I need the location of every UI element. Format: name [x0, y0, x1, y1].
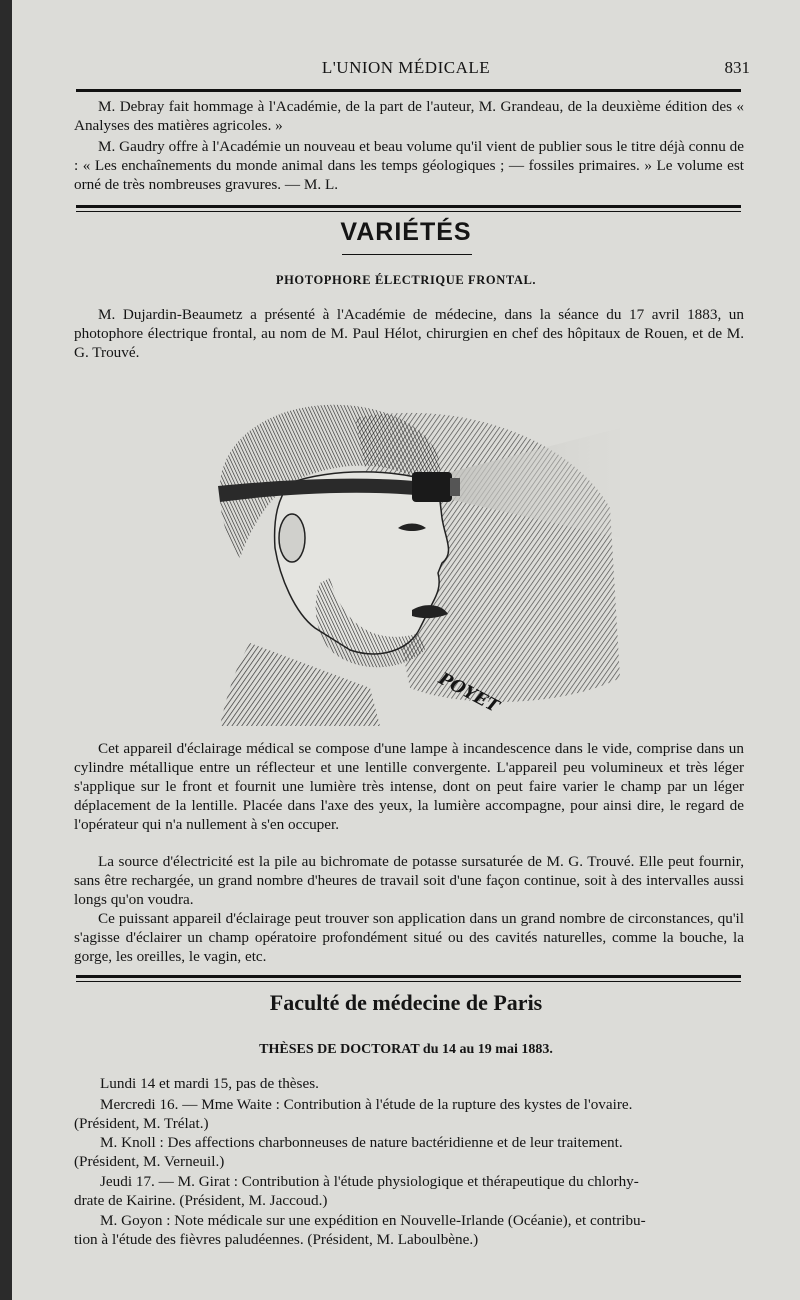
- thesis-line: M. Goyon : Note médicale sur une expédition en Nouvelle-Irlande (Océanie), et contribu-: [100, 1212, 646, 1229]
- article-paragraph-3: La source d'électricité est la pile au bichromate de potasse sursaturée de M. G. Trouvé. Elle peut fournir, sans être rechargée, un grand nombre d'heures de travail soit d'une façon continue, soit à des intervalles aussi longs qu'on voudra.: [74, 853, 744, 908]
- running-title: L'UNION MÉDICALE: [321, 58, 491, 77]
- thesis-line: drate de Kairine. (Président, M. Jaccoud.): [74, 1192, 328, 1209]
- theses-heading: THÈSES DE DOCTORAT du 14 au 19 mai 1883.: [259, 1042, 553, 1057]
- intro-paragraph-1: M. Debray fait hommage à l'Académie, de la part de l'auteur, M. Grandeau, de la deuxième édition des « Analyses des matières agricoles. »: [74, 98, 744, 134]
- journal-page: [12, 0, 800, 1300]
- thesis-line: (Président, M. Verneuil.): [74, 1153, 225, 1170]
- thesis-line: Mercredi 16. — Mme Waite : Contribution à l'étude de la rupture des kystes de l'ovaire.: [100, 1096, 633, 1113]
- article-subtitle: PHOTOPHORE ÉLECTRIQUE FRONTAL.: [275, 273, 537, 287]
- ear: [279, 514, 305, 562]
- section-divider-top: [76, 205, 741, 208]
- section-title-varietes: VARIÉTÉS: [340, 218, 472, 246]
- header-rule: [76, 89, 741, 92]
- page-number: 831: [724, 58, 750, 77]
- section-divider-bottom: [76, 211, 741, 212]
- thesis-line: tion à l'étude des fièvres paludéennes. (Président, M. Laboulbène.): [74, 1231, 479, 1248]
- intro-paragraph-2: M. Gaudry offre à l'Académie un nouveau et beau volume qu'il vient de publier sous le titre déjà connu de : « Les enchaînements du monde animal dans les temps géologiques ; — fossiles primaires. » Le volume est orné de très nombreuses gravures. — M. L.: [74, 138, 744, 193]
- engraving-illustration: [180, 388, 625, 726]
- thesis-line: Jeudi 17. — M. Girat : Contribution à l'étude physiologique et thérapeutique du chlorhy-: [100, 1173, 639, 1190]
- article-paragraph-4: Ce puissant appareil d'éclairage peut trouver son application dans un grand nombre de circonstances, qu'il s'agisse d'éclairer un champ opératoire profondément situé ou des cavités naturelles, comme la bouche, la gorge, les oreilles, le vagin, etc.: [74, 910, 744, 965]
- faculty-divider-bottom: [76, 981, 741, 982]
- article-paragraph-2: Cet appareil d'éclairage médical se compose d'une lampe à incandescence dans le vide, comprise dans un cylindre métallique entre un réflecteur et une lentille convergente. L'appareil peu volumineux et très léger s'applique sur le front et fournit une lumière très intense, dont on peut faire varier le champ par un léger déplacement de la lentille. Placée dans l'axe des yeux, la lumière accompagne, pour ainsi dire, le regard de l'opérateur qui n'a nullement à s'en occuper.: [74, 740, 744, 833]
- page-header: [12, 58, 800, 82]
- title-underline: [342, 254, 472, 255]
- photophore-lamp: [412, 472, 452, 502]
- article-intro-paragraph: M. Dujardin-Beaumetz a présenté à l'Académie de médecine, dans la séance du 17 avril 1883, un photophore électrique frontal, au nom de M. Paul Hélot, chirurgien en chef des hôpitaux de Rouen, et de M. G. Trouvé.: [74, 306, 744, 361]
- faculty-divider-top: [76, 975, 741, 978]
- thesis-line: Lundi 14 et mardi 15, pas de thèses.: [100, 1075, 319, 1092]
- engraver-signature: POYET: [435, 668, 503, 718]
- faculty-title: Faculté de médecine de Paris: [269, 990, 543, 1015]
- thesis-line: M. Knoll : Des affections charbonneuses de nature bactéridienne et de leur traitement.: [100, 1134, 623, 1151]
- thesis-line: (Président, M. Trélat.): [74, 1115, 209, 1132]
